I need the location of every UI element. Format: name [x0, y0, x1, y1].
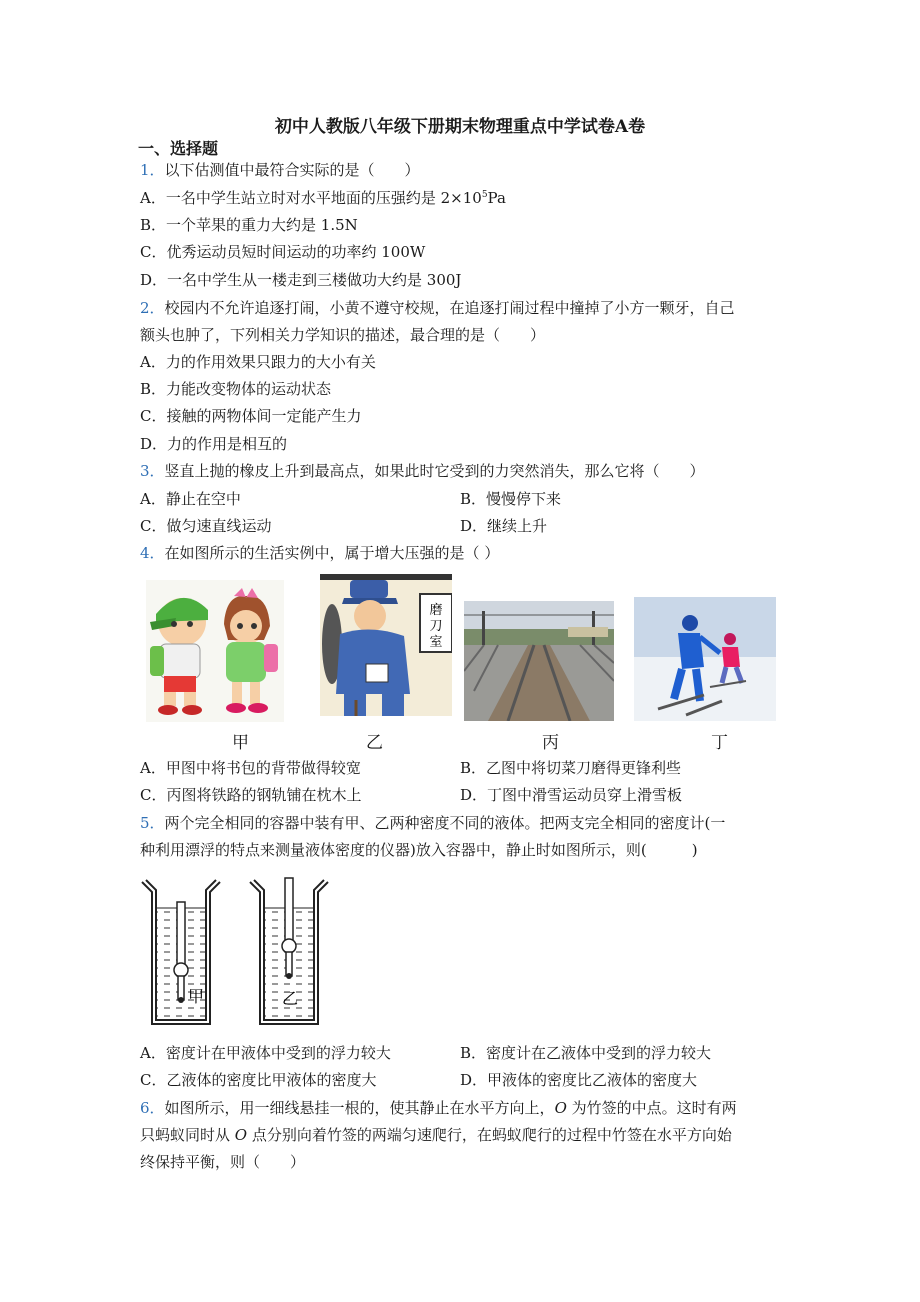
question-text: 点分别向着竹签的两端匀速爬行，在蚂蚁爬行的过程中竹签在水平方向始: [247, 1126, 732, 1144]
container-left: [142, 880, 220, 1024]
question-number: 2．: [140, 299, 165, 317]
q4-option-c: C．丙图将铁路的钢轨铺在枕木上: [140, 786, 362, 804]
q2-option-b: B．力能改变物体的运动状态: [140, 380, 332, 398]
question-text: 为竹签的中点。这时有两: [566, 1099, 737, 1117]
question-number: 4．: [140, 544, 165, 562]
question-text: 只蚂蚁同时从: [140, 1126, 235, 1144]
question-6-stem-cont: [140, 1125, 732, 1145]
q3-option-d: D．继续上升: [460, 517, 548, 535]
question-number: 1．: [140, 161, 165, 179]
exponent: 5: [481, 190, 488, 200]
q5-option-c: C．乙液体的密度比甲液体的密度大: [140, 1071, 377, 1089]
point-o: O: [234, 1126, 248, 1144]
figure-hydrometers: [138, 876, 334, 1028]
q1-option-c: C．优秀运动员短时间运动的功率约 100W: [140, 243, 426, 261]
q5-option-row-2: [140, 1070, 698, 1090]
question-3-stem: [140, 461, 705, 481]
caption-bing: 丙: [542, 733, 559, 753]
figure-skiers: [634, 597, 776, 721]
q3-option-c: C．做匀速直线运动: [140, 517, 272, 535]
q4-option-b: B．乙图中将切菜刀磨得更锋利些: [460, 759, 682, 777]
q3-option-row-1: [140, 489, 562, 509]
q5-option-d: D．甲液体的密度比乙液体的密度大: [460, 1071, 698, 1089]
question-2-stem-cont: 额头也肿了，下列相关力学知识的描述，最合理的是（ ）: [140, 326, 546, 344]
question-1-stem: [140, 160, 420, 180]
container-right: [250, 878, 328, 1024]
q3-option-a: A．静止在空中: [140, 490, 241, 508]
sign-char-2: 刀: [429, 619, 443, 634]
figure-railway-tracks: [464, 601, 614, 721]
question-2-stem: [140, 298, 735, 318]
q2-option-c: C．接触的两物体间一定能产生力: [140, 407, 362, 425]
q4-option-row-2: [140, 785, 683, 805]
figure-children-backpacks: [146, 580, 284, 722]
page-title: 初中人教版八年级下册期末物理重点中学试卷A卷: [274, 117, 646, 137]
q5-option-b: B．密度计在乙液体中受到的浮力较大: [460, 1044, 712, 1062]
q5-option-a: A．密度计在甲液体中受到的浮力较大: [140, 1044, 391, 1062]
q3-option-row-2: [140, 516, 548, 536]
q4-option-a: A．甲图中将书包的背带做得较宽: [140, 759, 361, 777]
question-text: 两个完全相同的容器中装有甲、乙两种密度不同的液体。把两支完全相同的密度计(一: [164, 814, 726, 832]
question-6-stem-cont-2: 终保持平衡，则（ ）: [140, 1153, 306, 1171]
q2-option-a: A．力的作用效果只跟力的大小有关: [140, 353, 376, 371]
label-jia: 甲: [187, 987, 205, 1006]
q1-option-a: [140, 188, 506, 208]
question-number: 5．: [140, 814, 165, 832]
question-6-stem: [140, 1098, 737, 1118]
question-4-stem: [140, 543, 499, 563]
question-text: 校园内不允许追逐打闹，小黄不遵守校规，在追逐打闹过程中撞掉了小方一颗牙，自己: [164, 299, 735, 317]
question-5-stem-cont: 种利用漂浮的特点来测量液体密度的仪器)放入容器中，静止时如图所示，则( ): [140, 841, 698, 859]
section-heading: 一、选择题: [138, 139, 219, 158]
question-text: 在如图所示的生活实例中，属于增大压强的是（ ）: [164, 544, 500, 562]
q4-option-d: D．丁图中滑雪运动员穿上滑雪板: [460, 786, 683, 804]
caption-ding: 丁: [711, 733, 728, 753]
q1-option-b: B．一个苹果的重力大约是 1.5N: [140, 216, 358, 234]
sign-char-1: 磨: [429, 603, 443, 618]
q5-option-row-1: [140, 1043, 712, 1063]
q3-option-b: B．慢慢停下来: [460, 490, 562, 508]
question-text: 竖直上抛的橡皮上升到最高点，如果此时它受到的力突然消失，那么它将（ ）: [164, 462, 705, 480]
sign-char-3: 室: [429, 635, 443, 650]
option-text: A．一名中学生站立时对水平地面的压强约是 2×10: [140, 189, 482, 207]
point-o: O: [554, 1099, 567, 1117]
q2-option-d: D．力的作用是相互的: [140, 435, 288, 453]
unit: Pa: [487, 189, 506, 207]
figure-knife-sharpener: [320, 574, 452, 716]
question-number: 3．: [140, 462, 165, 480]
label-yi: 乙: [281, 989, 299, 1008]
question-text: 如图所示，用一细线悬挂一根的，使其静止在水平方向上，: [164, 1099, 555, 1117]
caption-jia: 甲: [232, 733, 249, 753]
question-text: 以下估测值中最符合实际的是（ ）: [164, 161, 420, 179]
q1-option-d: D．一名中学生从一楼走到三楼做功大约是 300J: [140, 271, 462, 289]
question-5-stem: [140, 813, 725, 833]
question-number: 6．: [140, 1099, 165, 1117]
q4-option-row-1: [140, 758, 682, 778]
caption-yi: 乙: [366, 733, 383, 753]
